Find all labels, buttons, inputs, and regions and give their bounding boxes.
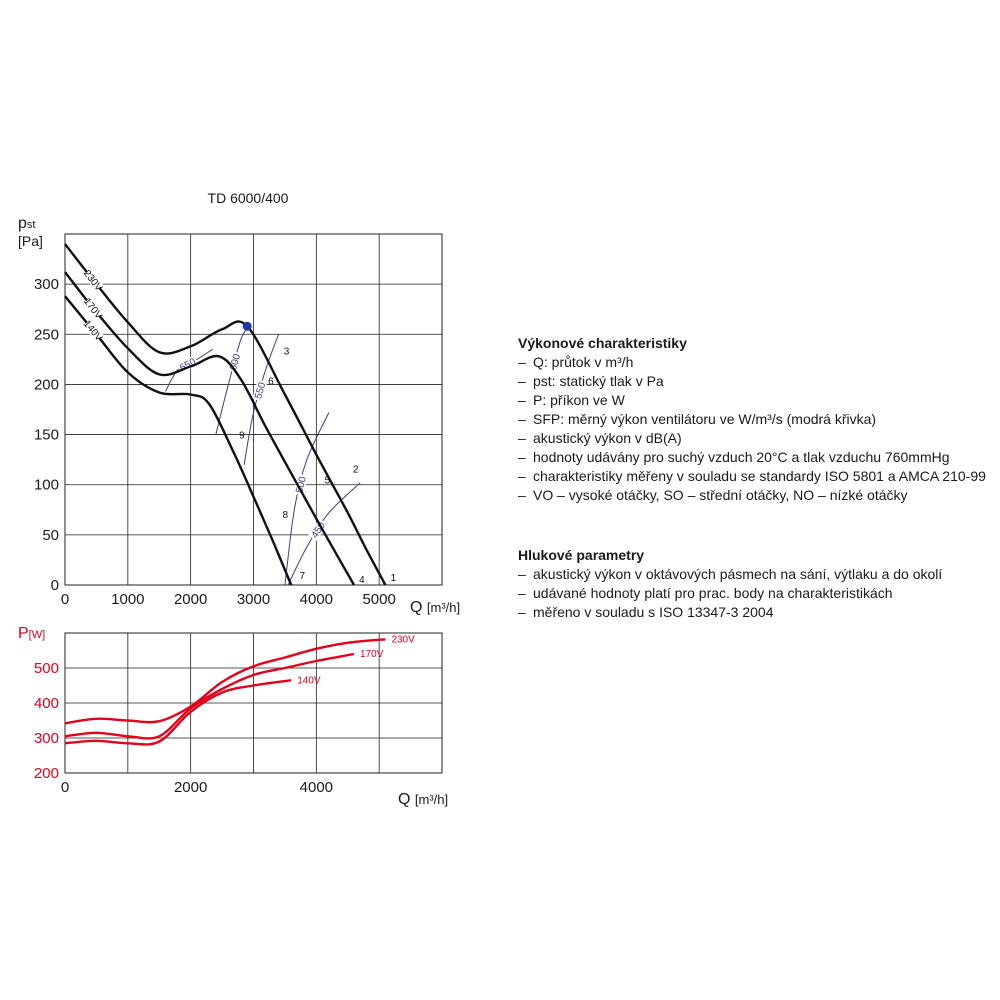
noise-note: – udávané hodnoty platí pro prac. body na charakteristikách <box>518 584 988 603</box>
performance-notes <box>518 334 988 505</box>
power-y-tick-label: 400 <box>33 695 59 712</box>
operating-point-label: 2 <box>352 464 359 476</box>
pressure-x-tick-label: 1000 <box>111 591 145 608</box>
performance-note: – akustický výkon v dB(A) <box>518 429 988 448</box>
operating-point-label: 3 <box>283 346 290 358</box>
power-x-label: Q [m³/h] <box>398 791 449 808</box>
pressure-x-label: Q [m³/h] <box>410 599 461 616</box>
max-pressure-marker <box>243 322 252 331</box>
power-y-tick-label: 300 <box>33 730 59 747</box>
pressure-series-230V <box>65 244 385 585</box>
pressure-y-tick-label: 50 <box>42 526 59 544</box>
sfp-curve-label: 500 <box>294 475 309 495</box>
pressure-x-tick-label: 3000 <box>236 591 271 608</box>
pressure-y-tick-label: 200 <box>33 376 59 394</box>
pressure-chart-title: TD 6000/400 <box>207 190 289 206</box>
pressure-x-tick-label: 2000 <box>173 591 208 608</box>
noise-notes <box>518 546 988 622</box>
sfp-curve-label: 600 <box>228 352 244 372</box>
power-series-label: 170V <box>360 649 384 660</box>
power-series-170V <box>65 654 354 738</box>
pressure-x-tick-label: 5000 <box>362 591 396 608</box>
pressure-series-170V <box>65 272 354 585</box>
pressure-y-label: pst <box>18 215 36 232</box>
pressure-y-unit: [Pa] <box>18 233 43 249</box>
operating-point-label: 7 <box>299 570 306 582</box>
pressure-y-tick-label: 100 <box>33 476 59 494</box>
performance-note: – hodnoty udávány pro suchý vzduch 20°C a tlak vzduchu 760mmHg <box>518 448 988 467</box>
pressure-chart <box>34 234 442 608</box>
pressure-series-label: 170V <box>80 296 105 322</box>
power-x-tick-label: 2000 <box>173 779 208 796</box>
operating-point-label: 8 <box>282 509 289 521</box>
performance-notes-title: Výkonové charakteristiky <box>518 335 687 351</box>
operating-point-label: 5 <box>324 475 331 487</box>
power-y-tick-label: 200 <box>33 765 59 782</box>
operating-point-label: 4 <box>359 575 365 586</box>
performance-note: – Q: průtok v m³/h <box>518 353 988 372</box>
sfp-curve-label: 550 <box>253 381 269 401</box>
performance-note: – SFP: měrný výkon ventilátoru ve W/m³/s (modrá křivka) <box>518 410 988 429</box>
noise-note: – měřeno v souladu s ISO 13347-3 2004 <box>518 603 988 622</box>
power-series-label: 140V <box>297 675 321 687</box>
operating-point-label: 6 <box>268 376 274 388</box>
pressure-y-tick-label: 0 <box>50 577 59 594</box>
pressure-y-tick-label: 150 <box>33 426 59 444</box>
power-y-label: P[W] <box>18 625 46 642</box>
operating-point-label: 1 <box>390 572 397 584</box>
power-y-tick-label: 500 <box>33 660 59 677</box>
power-series-230V <box>65 639 385 723</box>
sfp-curve-label: 450 <box>309 520 328 541</box>
pressure-x-tick-label: 0 <box>60 591 70 608</box>
pressure-x-tick-label: 4000 <box>299 591 334 608</box>
noise-notes-title: Hlukové parametry <box>518 547 645 563</box>
performance-note: – P: příkon ve W <box>518 391 988 410</box>
power-x-tick-label: 4000 <box>299 779 334 796</box>
performance-note: – pst: statický tlak v Pa <box>518 372 988 391</box>
sfp-curve-label: 650 <box>178 356 198 375</box>
pressure-series-label: 140V <box>80 318 105 344</box>
performance-note: – VO – vysoké otáčky, SO – střední otáčky, NO – nízké otáčky <box>518 486 988 505</box>
noise-note: – akustický výkon v oktávových pásmech na sání, výtlaku a do okolí <box>518 565 988 584</box>
pressure-series-label: 230V <box>80 268 105 294</box>
performance-note: – charakteristiky měřeny v souladu se standardy ISO 5801 a AMCA 210-99 <box>518 467 988 486</box>
pressure-y-tick-label: 250 <box>33 326 59 344</box>
power-chart <box>34 633 442 796</box>
sfp-curve-600 <box>216 324 251 434</box>
operating-point-label: 9 <box>239 430 245 442</box>
power-x-tick-label: 0 <box>60 779 70 796</box>
pressure-y-tick-label: 300 <box>33 276 59 294</box>
power-series-label: 230V <box>391 634 415 646</box>
